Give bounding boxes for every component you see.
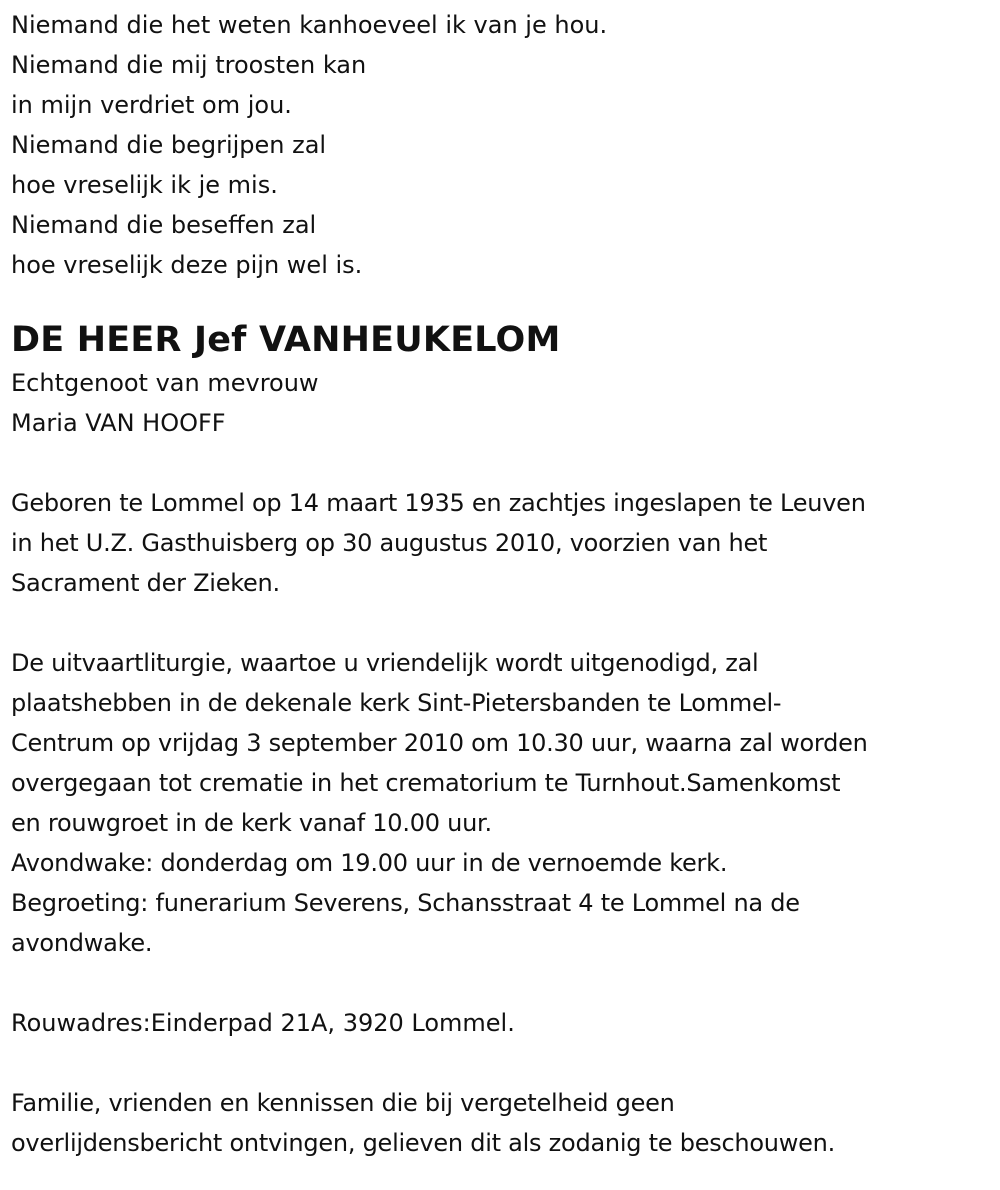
spacer <box>11 443 986 483</box>
funeral-line: overgegaan tot crematie in het crematorium te Turnhout.Samenkomst <box>11 769 841 797</box>
poem-line: Niemand die mij troosten kan <box>11 51 367 79</box>
spacer <box>11 1043 986 1083</box>
closing-line: Familie, vrienden en kennissen die bij vergetelheid geen <box>11 1089 675 1117</box>
funeral-line: Begroeting: funerarium Severens, Schansstraat 4 te Lommel na de <box>11 889 800 917</box>
funeral-line: Avondwake: donderdag om 19.00 uur in de vernoemde kerk. <box>11 849 728 877</box>
deceased-name: DE HEER Jef VANHEUKELOM <box>11 320 561 360</box>
poem <box>11 5 986 285</box>
funeral-line: en rouwgroet in de kerk vanaf 10.00 uur. <box>11 809 492 837</box>
spouse-info <box>11 363 986 443</box>
poem-line: hoe vreselijk deze pijn wel is. <box>11 251 363 279</box>
birth-death-line: in het U.Z. Gasthuisberg op 30 augustus 2010, voorzien van het <box>11 529 768 557</box>
funeral-line: De uitvaartliturgie, waartoe u vriendelijk wordt uitgenodigd, zal <box>11 649 759 677</box>
birth-death-line: Geboren te Lommel op 14 maart 1935 en zachtjes ingeslapen te Leuven <box>11 489 866 517</box>
spacer <box>11 963 986 1003</box>
poem-line: in mijn verdriet om jou. <box>11 91 292 119</box>
mourning-address: Rouwadres:Einderpad 21A, 3920 Lommel. <box>11 1009 515 1037</box>
spacer <box>11 603 986 643</box>
obituary-notice <box>11 5 986 1163</box>
birth-death-paragraph <box>11 483 986 603</box>
closing-line: overlijdensbericht ontvingen, gelieven dit als zodanig te beschouwen. <box>11 1129 835 1157</box>
poem-line: Niemand die beseffen zal <box>11 211 317 239</box>
birth-death-line: Sacrament der Zieken. <box>11 569 280 597</box>
poem-line: Niemand die begrijpen zal <box>11 131 327 159</box>
funeral-line: plaatshebben in de dekenale kerk Sint-Pietersbanden te Lommel- <box>11 689 782 717</box>
poem-line: hoe vreselijk ik je mis. <box>11 171 278 199</box>
poem-line: Niemand die het weten kanhoeveel ik van je hou. <box>11 11 608 39</box>
spouse-line: Maria VAN HOOFF <box>11 409 226 437</box>
funeral-paragraph <box>11 643 986 963</box>
closing-paragraph <box>11 1083 986 1163</box>
funeral-line: avondwake. <box>11 929 153 957</box>
spouse-line: Echtgenoot van mevrouw <box>11 369 319 397</box>
funeral-line: Centrum op vrijdag 3 september 2010 om 10.30 uur, waarna zal worden <box>11 729 868 757</box>
